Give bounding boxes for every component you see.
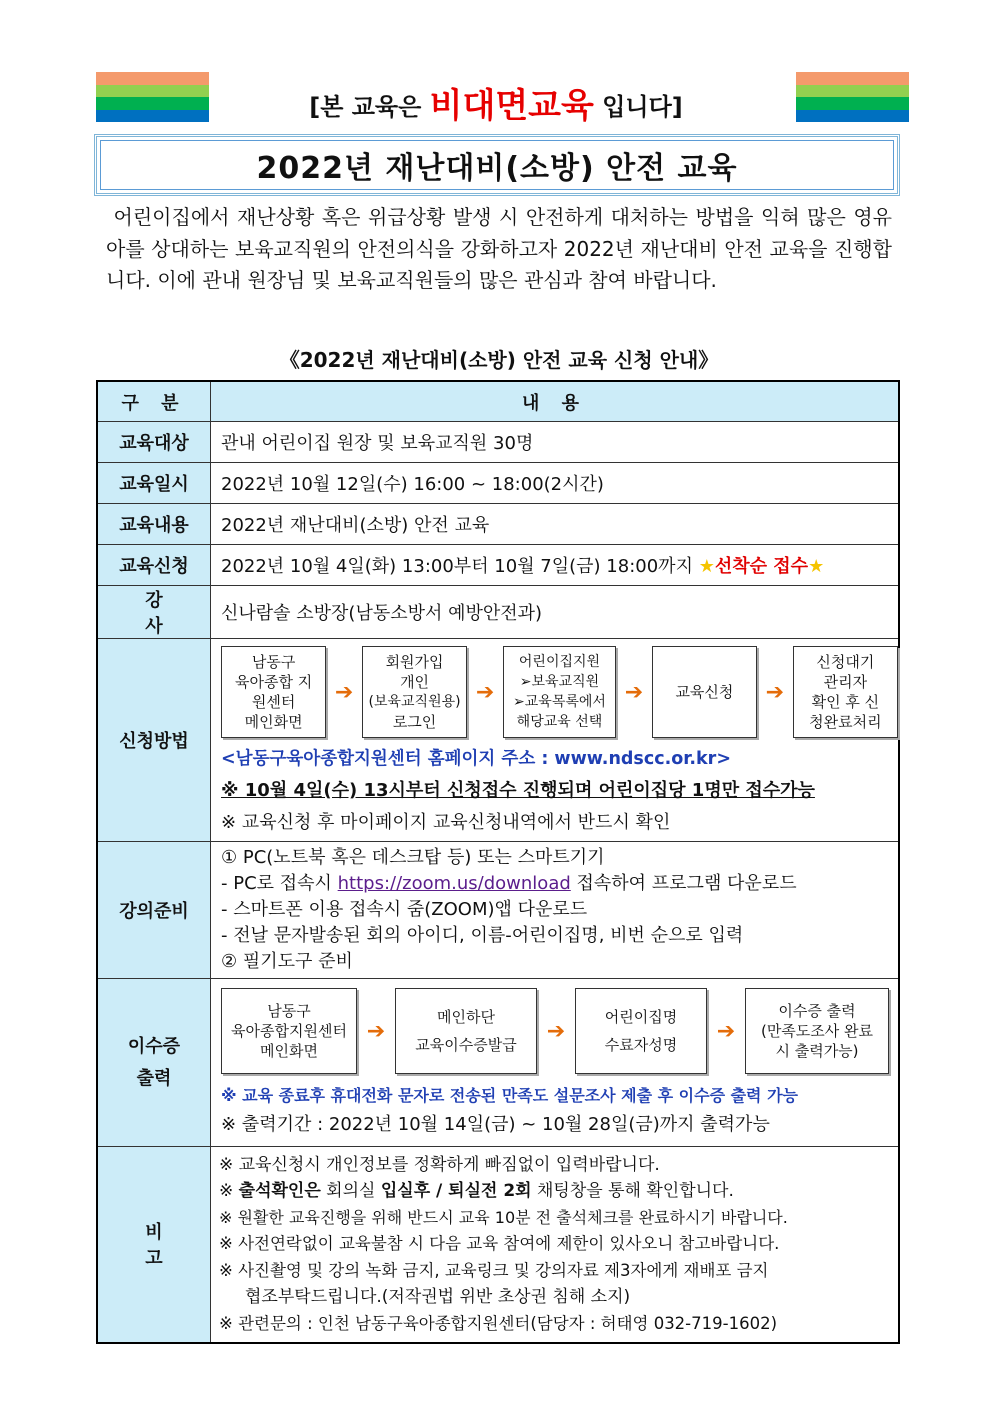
- header-content: 내 용: [211, 381, 900, 422]
- row-label: 강 사: [97, 586, 211, 639]
- info-table: [96, 380, 900, 1344]
- row-label: 비 고: [97, 1147, 211, 1343]
- cert-note-important: ※ 교육 종료후 휴대전화 문자로 전송된 만족도 설문조사 제출 후 이수증 출력 가능: [221, 1086, 798, 1105]
- notice-prefix: [본 교육은: [309, 93, 422, 121]
- table-row: [97, 545, 899, 586]
- method-flow: [221, 645, 898, 739]
- section-subtitle: 《2022년 재난대비(소방) 안전 교육 신청 안내》: [279, 348, 719, 372]
- row-label: 이수증 출력: [97, 979, 211, 1147]
- remark-line: ※ 출석확인은 회의실 입실후 / 퇴실전 2회 채팅창을 통해 확인합니다.: [219, 1181, 734, 1201]
- arrow-right-icon: ➔: [475, 679, 495, 705]
- cert-step-box: 이수증 출력 (만족도조사 완료 시 출력가능): [745, 988, 889, 1074]
- row-label: 교육내용: [97, 504, 211, 545]
- row-label: 신청방법: [97, 639, 211, 842]
- method-note: ※ 교육신청 후 마이페이지 교육신청내역에서 반드시 확인: [221, 812, 671, 833]
- method-step-box: 교육신청: [652, 646, 757, 738]
- notice-suffix: 입니다]: [602, 93, 683, 121]
- cert-step-box: 메인하단 교육이수증발급: [395, 988, 537, 1074]
- prep-line: ① PC(노트북 혹은 데스크탑 등) 또는 스마트기기: [221, 847, 605, 868]
- first-come-badge: 선착순 접수: [714, 556, 809, 577]
- left-stripe-decoration: [96, 72, 209, 122]
- cert-flow: [221, 985, 898, 1077]
- method-cell: [211, 639, 900, 842]
- table-row: [97, 979, 899, 1147]
- prep-line: - 전날 문자발송된 회의 아이디, 이름-어린이집명, 비번 순으로 입력: [221, 925, 744, 946]
- page-title: 2022년 재난대비(소방) 안전 교육: [256, 151, 738, 186]
- prep-line: ② 필기도구 준비: [221, 951, 353, 972]
- remark-line: ※ 교육신청시 개인정보를 정확하게 빠짐없이 입력바랍니다.: [219, 1154, 660, 1175]
- remark-line: ※ 관련문의 : 인천 남동구육아종합지원센터(담당자 : 허태영 032-719-1602): [219, 1313, 778, 1333]
- row-label: 교육일시: [97, 463, 211, 504]
- row-value: 관내 어린이집 원장 및 보육교직원 30명: [211, 422, 900, 463]
- prep-line: - PC로 접속시 https://zoom.us/download 접속하여 프로그램 다운로드: [221, 873, 797, 894]
- row-value: 2022년 10월 12일(수) 16:00 ~ 18:00(2시간): [211, 463, 900, 504]
- table-row: [97, 586, 899, 639]
- star-icon: ★: [808, 556, 825, 577]
- apply-period: 2022년 10월 4일(화) 13:00부터 10월 7일(금) 18:00까지: [221, 556, 693, 577]
- row-value: 신나람솔 소방장(남동소방서 예방안전과): [211, 586, 900, 639]
- title-box: [94, 134, 900, 196]
- method-step-box: 회원가입 개인 (보육교직원용) 로그인: [362, 646, 467, 738]
- cert-step-box: 남동구 육아종합지원센터 메인화면: [221, 988, 357, 1074]
- table-row: [97, 504, 899, 545]
- method-note-important: ※ 10월 4일(수) 13시부터 신청접수 진행되며 어린이집당 1명만 접수가능: [221, 780, 815, 801]
- remark-line: 협조부탁드립니다.(저작권법 위반 초상권 침해 소지): [245, 1287, 631, 1307]
- prep-line: - 스마트폰 이용 접속시 줌(ZOOM)앱 다운로드: [221, 899, 588, 920]
- row-label: 강의준비: [97, 842, 211, 979]
- table-header-row: [97, 381, 899, 422]
- cert-note: ※ 출력기간 : 2022년 10월 14일(금) ~ 10월 28일(금)까지 출력가능: [221, 1114, 770, 1135]
- arrow-right-icon: ➔: [546, 1018, 566, 1044]
- method-step-box: 어린이집지원 ➢보육교직원 ➢교육목록에서 해당교육 선택: [503, 646, 616, 738]
- row-label: 교육대상: [97, 422, 211, 463]
- right-stripe-decoration: [796, 72, 909, 122]
- homepage-link[interactable]: <남동구육아종합지원센터 홈페이지 주소 : www.ndscc.or.kr>: [221, 749, 731, 769]
- remark-line: ※ 사전연락없이 교육불참 시 다음 교육 참여에 제한이 있사오니 참고바랍니다.: [219, 1234, 780, 1253]
- arrow-right-icon: ➔: [366, 1018, 386, 1044]
- star-icon: ★: [698, 556, 715, 577]
- arrow-right-icon: ➔: [765, 679, 785, 705]
- arrow-right-icon: ➔: [334, 679, 354, 705]
- table-row: [97, 842, 899, 979]
- row-value: [211, 545, 900, 586]
- cert-step-box: 어린이집명 수료자성명: [575, 988, 707, 1074]
- intro-paragraph: [106, 202, 892, 297]
- notice-highlight: 비대면교육: [429, 86, 594, 126]
- remark-line: ※ 사진촬영 및 강의 녹화 금지, 교육링크 및 강의자료 제3자에게 재배포 금지: [219, 1260, 769, 1280]
- row-value: 2022년 재난대비(소방) 안전 교육: [211, 504, 900, 545]
- row-label: 교육신청: [97, 545, 211, 586]
- cert-cell: [211, 979, 900, 1147]
- prep-cell: [211, 842, 900, 979]
- arrow-right-icon: ➔: [716, 1018, 736, 1044]
- table-row: [97, 639, 899, 842]
- table-row: [97, 422, 899, 463]
- intro-text: 어린이집에서 재난상황 혹은 위급상황 발생 시 안전하게 대처하는 방법을 익혀 많은 영유아를 상대하는 보육교직원의 안전의식을 강화하고자 2022년 재난대비 안전 교육을 진행합니다. 이에 관내 원장님 및 보육교직원들의 많은 관심과 참여 바랍니다.: [106, 205, 893, 292]
- online-notice: [220, 78, 772, 127]
- arrow-right-icon: ➔: [624, 679, 644, 705]
- table-row: [97, 1147, 899, 1343]
- method-step-box: 신청대기 관리자 확인 후 신 청완료처리: [793, 646, 898, 738]
- zoom-download-link[interactable]: https://zoom.us/download: [337, 873, 571, 894]
- method-step-box: 남동구 육아종합 지 원센터 메인화면: [221, 646, 326, 738]
- remark-cell: [211, 1147, 900, 1343]
- remark-line: ※ 원활한 교육진행을 위해 반드시 교육 10분 전 출석체크를 완료하시기 바랍니다.: [219, 1207, 788, 1227]
- table-row: [97, 463, 899, 504]
- header-category: 구 분: [97, 381, 211, 422]
